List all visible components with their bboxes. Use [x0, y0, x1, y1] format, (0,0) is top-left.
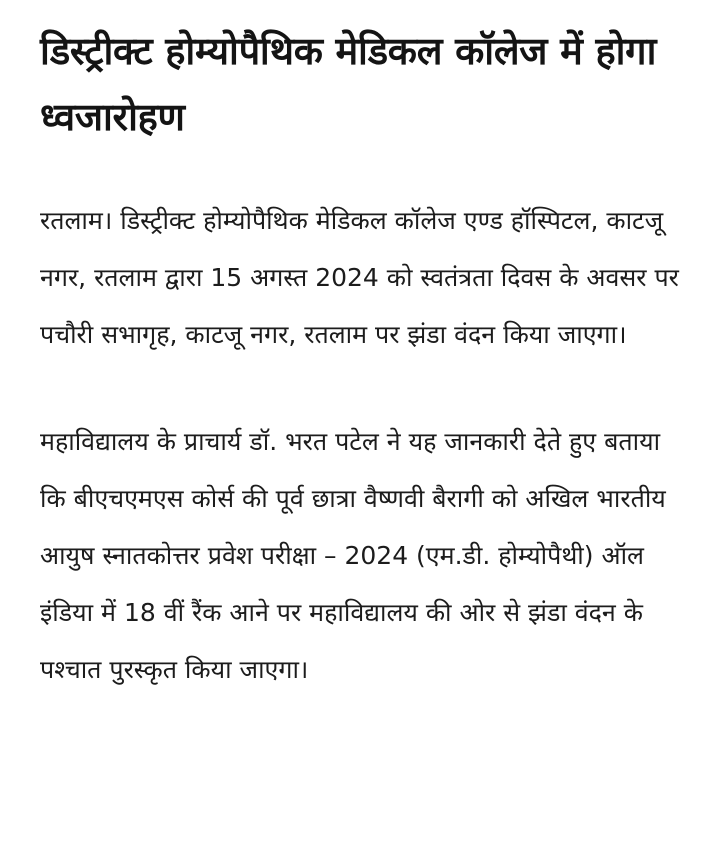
- news-article: [40, 18, 690, 698]
- article-paragraph-1: रतलाम। डिस्ट्रीक्ट होम्योपैथिक मेडिकल कॉलेज एण्ड हॉस्पिटल, काटजू नगर, रतलाम द्वारा 15 अगस्त 2024 को स्वतंत्रता दिवस के अवसर पर पचौरी सभागृह, काटजू नगर, रतलाम पर झंडा वंदन किया जाएगा।: [40, 206, 679, 349]
- article-paragraph-2: महाविद्यालय के प्राचार्य डॉ. भरत पटेल ने यह जानकारी देते हुए बताया कि बीएचएमएस कोर्स की पूर्व छात्रा वैष्णवी बैरागी को अखिल भारतीय आयुष स्नातकोत्तर प्रवेश परीक्षा – 2024 (एम.डी. होम्योपैथी) ऑल इंडिया में 18 वीं रैंक आने पर महाविद्यालय की ओर से झंडा वंदन के पश्चात पुरस्कृत किया जाएगा।: [40, 427, 666, 684]
- article-headline: डिस्ट्रीक्ट होम्योपैथिक मेडिकल कॉलेज में होगा ध्वजारोहण: [40, 29, 657, 139]
